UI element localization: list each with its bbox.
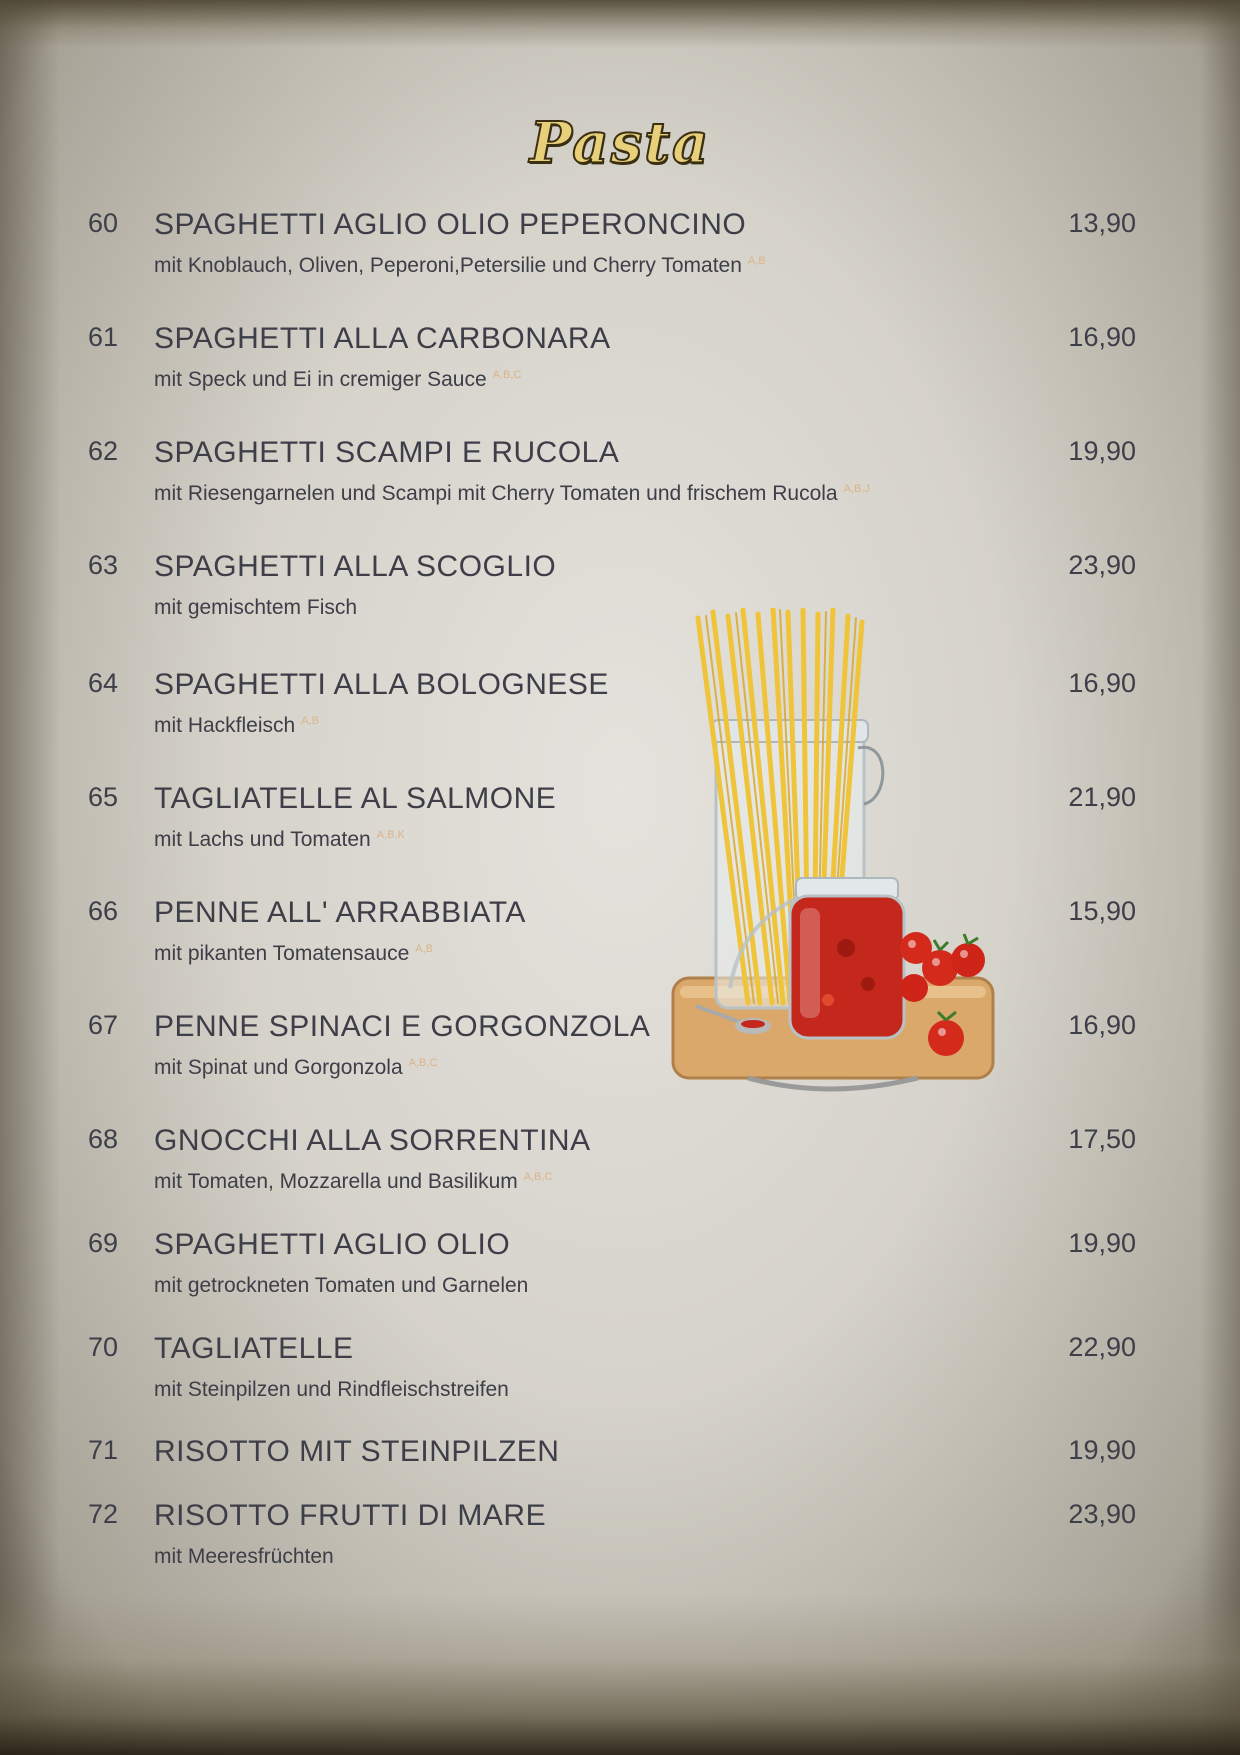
item-description-line <box>154 596 357 620</box>
item-number: 62 <box>88 436 119 466</box>
item-name: PENNE ALL' ARRABBIATA <box>154 896 526 929</box>
item-description: mit gemischtem Fisch <box>154 596 358 619</box>
item-allergens: A,B,C <box>523 1171 553 1183</box>
grunge-border-left <box>0 0 60 1755</box>
item-name: SPAGHETTI ALLA CARBONARA <box>154 322 611 355</box>
item-name: SPAGHETTI AGLIO OLIO PEPERONCINO <box>154 208 747 241</box>
item-price: 16,90 <box>1068 1010 1136 1040</box>
item-price: 16,90 <box>1068 322 1136 352</box>
item-description-line <box>154 714 319 738</box>
item-description: mit Speck und Ei in cremiger Sauce <box>154 368 487 391</box>
item-number: 70 <box>88 1332 119 1362</box>
item-number: 61 <box>88 322 119 352</box>
item-allergens: A,B,K <box>376 829 405 841</box>
spaghetti-jar-and-tomato-sauce-illustration <box>668 608 998 1098</box>
item-name: RISOTTO MIT STEINPILZEN <box>154 1435 560 1468</box>
item-name: SPAGHETTI SCAMPI E RUCOLA <box>154 436 620 469</box>
item-description: mit Meeresfrüchten <box>154 1545 334 1568</box>
item-name: GNOCCHI ALLA SORRENTINA <box>154 1124 591 1157</box>
item-description-line <box>154 254 766 278</box>
item-description-line <box>154 1170 553 1194</box>
item-description: mit Lachs und Tomaten <box>154 828 371 851</box>
item-description: mit Knoblauch, Oliven, Peperoni,Petersilie und Cherry Tomaten <box>154 254 742 277</box>
item-price: 13,90 <box>1068 208 1136 238</box>
item-allergens: A,B <box>301 715 319 727</box>
item-description: mit getrockneten Tomaten und Garnelen <box>154 1274 529 1297</box>
menu-title: Pasta <box>529 110 711 176</box>
item-description-line <box>154 1274 528 1298</box>
item-number: 66 <box>88 896 119 926</box>
grunge-border-top <box>0 0 1240 48</box>
item-price: 19,90 <box>1068 1435 1136 1465</box>
item-price: 22,90 <box>1068 1332 1136 1362</box>
item-price: 15,90 <box>1068 896 1136 926</box>
item-number: 71 <box>88 1435 119 1465</box>
board-handle <box>748 1078 918 1089</box>
item-description: mit Spinat und Gorgonzola <box>154 1056 403 1079</box>
item-allergens: A,B <box>747 255 766 267</box>
item-description-line <box>154 482 870 506</box>
grunge-border-bottom <box>0 1595 1240 1755</box>
item-number: 67 <box>88 1010 119 1040</box>
item-description: mit Hackfleisch <box>154 714 296 737</box>
item-description: mit Riesengarnelen und Scampi mit Cherry Tomaten und frischem Rucola <box>154 482 838 505</box>
item-description-line <box>154 828 405 852</box>
item-allergens: A,B,C <box>492 369 522 381</box>
item-price: 23,90 <box>1068 1499 1136 1529</box>
item-price: 19,90 <box>1068 436 1136 466</box>
item-number: 69 <box>88 1228 119 1258</box>
grunge-border-right <box>1200 0 1240 1755</box>
item-description: mit Steinpilzen und Rindfleischstreifen <box>154 1378 509 1401</box>
item-price: 17,50 <box>1068 1124 1136 1154</box>
item-price: 23,90 <box>1068 550 1136 580</box>
item-allergens: A,B,J <box>843 483 870 495</box>
item-name: SPAGHETTI ALLA SCOGLIO <box>154 550 557 583</box>
item-price: 16,90 <box>1068 668 1136 698</box>
item-description-line <box>154 1545 334 1569</box>
item-name: SPAGHETTI AGLIO OLIO <box>154 1228 511 1261</box>
item-allergens: A,B,C <box>408 1057 438 1069</box>
item-number: 72 <box>88 1499 119 1529</box>
item-name: TAGLIATELLE <box>154 1332 354 1365</box>
item-description: mit Tomaten, Mozzarella und Basilikum <box>154 1170 518 1193</box>
item-price: 19,90 <box>1068 1228 1136 1258</box>
item-description-line <box>154 1056 437 1080</box>
item-number: 64 <box>88 668 119 698</box>
item-description-line <box>154 942 433 966</box>
item-description-line <box>154 368 521 392</box>
item-number: 68 <box>88 1124 119 1154</box>
item-number: 63 <box>88 550 119 580</box>
item-price: 21,90 <box>1068 782 1136 812</box>
item-number: 60 <box>88 208 119 238</box>
item-allergens: A,B <box>415 943 433 955</box>
item-description-line <box>154 1378 509 1402</box>
item-name: SPAGHETTI ALLA BOLOGNESE <box>154 668 609 701</box>
item-name: PENNE SPINACI E GORGONZOLA <box>154 1010 651 1043</box>
item-description: mit pikanten Tomatensauce <box>154 942 410 965</box>
item-name: TAGLIATELLE AL SALMONE <box>154 782 557 815</box>
item-name: RISOTTO FRUTTI DI MARE <box>154 1499 547 1532</box>
item-number: 65 <box>88 782 119 812</box>
